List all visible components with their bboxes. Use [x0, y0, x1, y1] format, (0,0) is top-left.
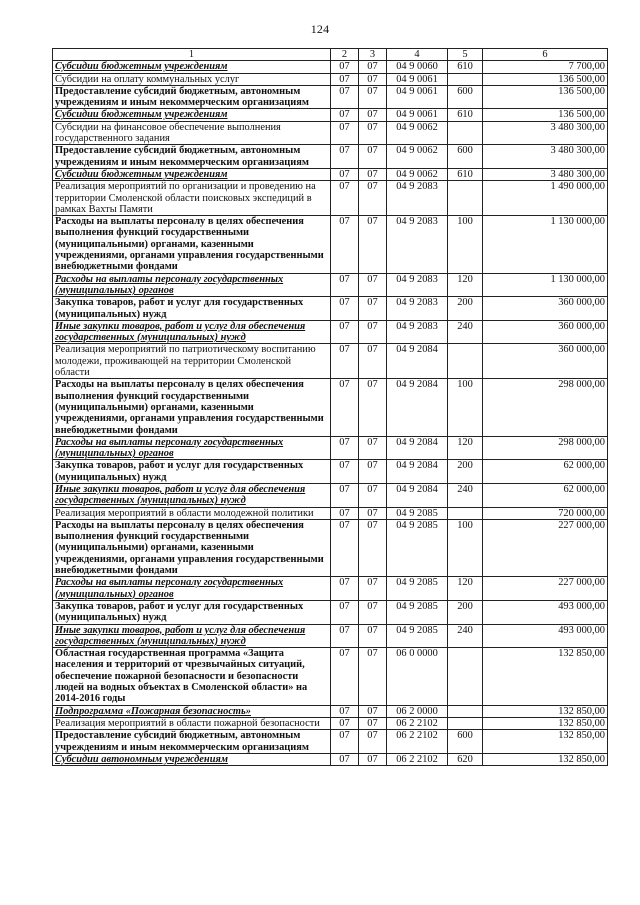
row-target-code: 06 2 2102 [387, 730, 448, 754]
row-amount: 7 700,00 [483, 61, 608, 73]
row-name: Иные закупки товаров, работ и услуг для обеспечения государственных (муниципальных) нужд [53, 483, 331, 507]
row-amount: 493 000,00 [483, 624, 608, 648]
row-subsection: 07 [359, 730, 387, 754]
row-amount: 136 500,00 [483, 109, 608, 121]
row-section: 07 [331, 379, 359, 436]
row-section: 07 [331, 577, 359, 601]
table-row [53, 273, 608, 297]
row-expense-type [448, 507, 483, 519]
row-name: Расходы на выплаты персоналу государственных (муниципальных) органов [53, 577, 331, 601]
row-amount: 3 480 300,00 [483, 121, 608, 145]
row-expense-type [448, 705, 483, 717]
row-subsection: 07 [359, 181, 387, 216]
row-amount: 227 000,00 [483, 577, 608, 601]
row-subsection: 07 [359, 61, 387, 73]
row-target-code: 04 9 2085 [387, 507, 448, 519]
row-section: 07 [331, 344, 359, 379]
row-target-code: 04 9 2083 [387, 181, 448, 216]
row-section: 07 [331, 648, 359, 705]
row-expense-type [448, 717, 483, 729]
row-section: 07 [331, 73, 359, 85]
table-body [53, 61, 608, 766]
header-subsection: 3 [359, 49, 387, 61]
row-amount: 62 000,00 [483, 460, 608, 484]
table-row [53, 730, 608, 754]
row-subsection: 07 [359, 717, 387, 729]
row-name: Субсидии автономным учреждениям [53, 753, 331, 765]
row-expense-type: 100 [448, 216, 483, 273]
row-expense-type: 610 [448, 61, 483, 73]
row-target-code: 06 0 0000 [387, 648, 448, 705]
row-target-code: 04 9 2085 [387, 600, 448, 624]
row-target-code: 04 9 2084 [387, 379, 448, 436]
row-section: 07 [331, 730, 359, 754]
row-name: Реализация мероприятий по организации и проведению на территории Смоленской области поисковых экспедиций в рамках Вахты Памяти [53, 181, 331, 216]
row-subsection: 07 [359, 73, 387, 85]
row-section: 07 [331, 624, 359, 648]
table-row [53, 519, 608, 576]
row-expense-type: 600 [448, 145, 483, 169]
row-amount: 360 000,00 [483, 297, 608, 321]
row-name: Закупка товаров, работ и услуг для государственных (муниципальных) нужд [53, 297, 331, 321]
row-section: 07 [331, 717, 359, 729]
table-row [53, 73, 608, 85]
row-name: Иные закупки товаров, работ и услуг для обеспечения государственных (муниципальных) нужд [53, 320, 331, 344]
row-section: 07 [331, 61, 359, 73]
row-expense-type: 240 [448, 320, 483, 344]
row-expense-type: 200 [448, 297, 483, 321]
table-row [53, 436, 608, 460]
row-expense-type: 100 [448, 379, 483, 436]
row-subsection: 07 [359, 344, 387, 379]
table-row [53, 460, 608, 484]
row-section: 07 [331, 519, 359, 576]
row-section: 07 [331, 320, 359, 344]
table-row [53, 85, 608, 109]
row-target-code: 04 9 0062 [387, 168, 448, 180]
row-subsection: 07 [359, 379, 387, 436]
row-expense-type: 200 [448, 460, 483, 484]
row-name: Расходы на выплаты персоналу государственных (муниципальных) органов [53, 436, 331, 460]
row-subsection: 07 [359, 145, 387, 169]
row-expense-type [448, 648, 483, 705]
row-name: Субсидии на финансовое обеспечение выполнения государственного задания [53, 121, 331, 145]
row-name: Закупка товаров, работ и услуг для государственных (муниципальных) нужд [53, 600, 331, 624]
row-section: 07 [331, 297, 359, 321]
row-amount: 1 130 000,00 [483, 273, 608, 297]
row-amount: 720 000,00 [483, 507, 608, 519]
table-row [53, 297, 608, 321]
row-subsection: 07 [359, 577, 387, 601]
row-expense-type: 100 [448, 519, 483, 576]
row-subsection: 07 [359, 168, 387, 180]
table-row [53, 507, 608, 519]
row-subsection: 07 [359, 600, 387, 624]
row-amount: 132 850,00 [483, 753, 608, 765]
row-target-code: 04 9 2085 [387, 519, 448, 576]
row-target-code: 04 9 0062 [387, 121, 448, 145]
row-name: Реализация мероприятий в области молодежной политики [53, 507, 331, 519]
row-target-code: 04 9 2083 [387, 216, 448, 273]
row-section: 07 [331, 460, 359, 484]
table-row [53, 577, 608, 601]
row-expense-type: 240 [448, 483, 483, 507]
row-name: Субсидии бюджетным учреждениям [53, 61, 331, 73]
row-section: 07 [331, 753, 359, 765]
row-subsection: 07 [359, 507, 387, 519]
row-amount: 136 500,00 [483, 73, 608, 85]
row-amount: 136 500,00 [483, 85, 608, 109]
row-name: Расходы на выплаты персоналу в целях обеспечения выполнения функций государственными (муниципальными) органами, казенными учреждениями, органами управления государственными внебюджетными фондами [53, 216, 331, 273]
row-target-code: 06 2 0000 [387, 705, 448, 717]
row-target-code: 04 9 0060 [387, 61, 448, 73]
row-section: 07 [331, 483, 359, 507]
row-expense-type [448, 181, 483, 216]
row-name: Предоставление субсидий бюджетным, автономным учреждениям и иным некоммерческим организациям [53, 145, 331, 169]
row-target-code: 04 9 0061 [387, 109, 448, 121]
row-expense-type: 200 [448, 600, 483, 624]
table-row [53, 216, 608, 273]
row-subsection: 07 [359, 483, 387, 507]
header-target-code: 4 [387, 49, 448, 61]
row-target-code: 04 9 0061 [387, 85, 448, 109]
table-row [53, 181, 608, 216]
row-name: Предоставление субсидий бюджетным, автономным учреждениям и иным некоммерческим организациям [53, 85, 331, 109]
row-name: Субсидии бюджетным учреждениям [53, 168, 331, 180]
row-section: 07 [331, 216, 359, 273]
row-amount: 3 480 300,00 [483, 145, 608, 169]
row-section: 07 [331, 181, 359, 216]
table-row [53, 483, 608, 507]
row-amount: 132 850,00 [483, 717, 608, 729]
row-expense-type: 120 [448, 577, 483, 601]
row-expense-type: 600 [448, 85, 483, 109]
row-name: Субсидии бюджетным учреждениям [53, 109, 331, 121]
row-name: Расходы на выплаты персоналу в целях обеспечения выполнения функций государственными (муниципальными) органами, казенными учреждениями, органами управления государственными внебюджетными фондами [53, 379, 331, 436]
row-expense-type: 620 [448, 753, 483, 765]
page-number: 124 [310, 22, 330, 36]
row-section: 07 [331, 436, 359, 460]
row-subsection: 07 [359, 109, 387, 121]
row-subsection: 07 [359, 519, 387, 576]
row-subsection: 07 [359, 216, 387, 273]
row-amount: 493 000,00 [483, 600, 608, 624]
row-subsection: 07 [359, 705, 387, 717]
table-row [53, 109, 608, 121]
row-amount: 62 000,00 [483, 483, 608, 507]
row-target-code: 04 9 2084 [387, 460, 448, 484]
row-target-code: 04 9 2085 [387, 624, 448, 648]
table-row [53, 379, 608, 436]
row-subsection: 07 [359, 121, 387, 145]
row-target-code: 04 9 2084 [387, 344, 448, 379]
header-amount: 6 [483, 49, 608, 61]
header-row [53, 49, 608, 61]
row-name: Реализация мероприятий по патриотическому воспитанию молодежи, проживающей на территории Смоленской области [53, 344, 331, 379]
table-row [53, 168, 608, 180]
table-row [53, 121, 608, 145]
row-target-code: 04 9 2083 [387, 320, 448, 344]
row-name: Субсидии на оплату коммунальных услуг [53, 73, 331, 85]
row-amount: 1 130 000,00 [483, 216, 608, 273]
row-target-code: 04 9 2085 [387, 577, 448, 601]
row-subsection: 07 [359, 85, 387, 109]
row-amount: 298 000,00 [483, 436, 608, 460]
row-name: Подпрограмма «Пожарная безопасность» [53, 705, 331, 717]
row-section: 07 [331, 168, 359, 180]
row-expense-type [448, 344, 483, 379]
table-row [53, 705, 608, 717]
row-name: Иные закупки товаров, работ и услуг для обеспечения государственных (муниципальных) нужд [53, 624, 331, 648]
row-name: Закупка товаров, работ и услуг для государственных (муниципальных) нужд [53, 460, 331, 484]
table-row [53, 600, 608, 624]
row-amount: 132 850,00 [483, 730, 608, 754]
row-amount: 132 850,00 [483, 648, 608, 705]
row-expense-type [448, 73, 483, 85]
row-subsection: 07 [359, 460, 387, 484]
row-section: 07 [331, 85, 359, 109]
row-name: Областная государственная программа «Защита населения и территорий от чрезвычайных ситуаций, обеспечение пожарной безопасности и безопасности людей на водных объектах в Смоленской области» на 2014-2016 годы [53, 648, 331, 705]
table-row [53, 61, 608, 73]
table-row [53, 624, 608, 648]
table-row [53, 145, 608, 169]
row-expense-type: 120 [448, 436, 483, 460]
row-target-code: 04 9 0062 [387, 145, 448, 169]
table-row [53, 753, 608, 765]
row-section: 07 [331, 705, 359, 717]
row-section: 07 [331, 121, 359, 145]
row-subsection: 07 [359, 273, 387, 297]
header-name: 1 [53, 49, 331, 61]
row-name: Расходы на выплаты персоналу в целях обеспечения выполнения функций государственными (муниципальными) органами, казенными учреждениями, органами управления государственными внебюджетными фондами [53, 519, 331, 576]
row-name: Реализация мероприятий в области пожарной безопасности [53, 717, 331, 729]
row-subsection: 07 [359, 297, 387, 321]
row-subsection: 07 [359, 624, 387, 648]
row-name: Предоставление субсидий бюджетным, автономным учреждениям и иным некоммерческим организациям [53, 730, 331, 754]
row-subsection: 07 [359, 436, 387, 460]
row-section: 07 [331, 507, 359, 519]
row-amount: 132 850,00 [483, 705, 608, 717]
table-row [53, 648, 608, 705]
header-expense-type: 5 [448, 49, 483, 61]
row-expense-type: 120 [448, 273, 483, 297]
row-target-code: 04 9 2084 [387, 436, 448, 460]
row-target-code: 04 9 2083 [387, 297, 448, 321]
row-amount: 360 000,00 [483, 320, 608, 344]
row-section: 07 [331, 109, 359, 121]
table-row [53, 717, 608, 729]
row-amount: 298 000,00 [483, 379, 608, 436]
budget-table [52, 48, 608, 766]
header-section: 2 [331, 49, 359, 61]
row-amount: 360 000,00 [483, 344, 608, 379]
row-expense-type: 610 [448, 168, 483, 180]
row-expense-type: 600 [448, 730, 483, 754]
row-subsection: 07 [359, 320, 387, 344]
row-target-code: 06 2 2102 [387, 717, 448, 729]
row-target-code: 04 9 2084 [387, 483, 448, 507]
row-amount: 3 480 300,00 [483, 168, 608, 180]
row-section: 07 [331, 600, 359, 624]
row-expense-type: 240 [448, 624, 483, 648]
row-target-code: 04 9 2083 [387, 273, 448, 297]
row-amount: 227 000,00 [483, 519, 608, 576]
row-section: 07 [331, 273, 359, 297]
row-subsection: 07 [359, 648, 387, 705]
row-section: 07 [331, 145, 359, 169]
row-expense-type: 610 [448, 109, 483, 121]
table-header [53, 49, 608, 61]
row-target-code: 04 9 0061 [387, 73, 448, 85]
table-row [53, 344, 608, 379]
row-name: Расходы на выплаты персоналу государственных (муниципальных) органов [53, 273, 331, 297]
row-subsection: 07 [359, 753, 387, 765]
row-expense-type [448, 121, 483, 145]
row-amount: 1 490 000,00 [483, 181, 608, 216]
row-target-code: 06 2 2102 [387, 753, 448, 765]
table-row [53, 320, 608, 344]
